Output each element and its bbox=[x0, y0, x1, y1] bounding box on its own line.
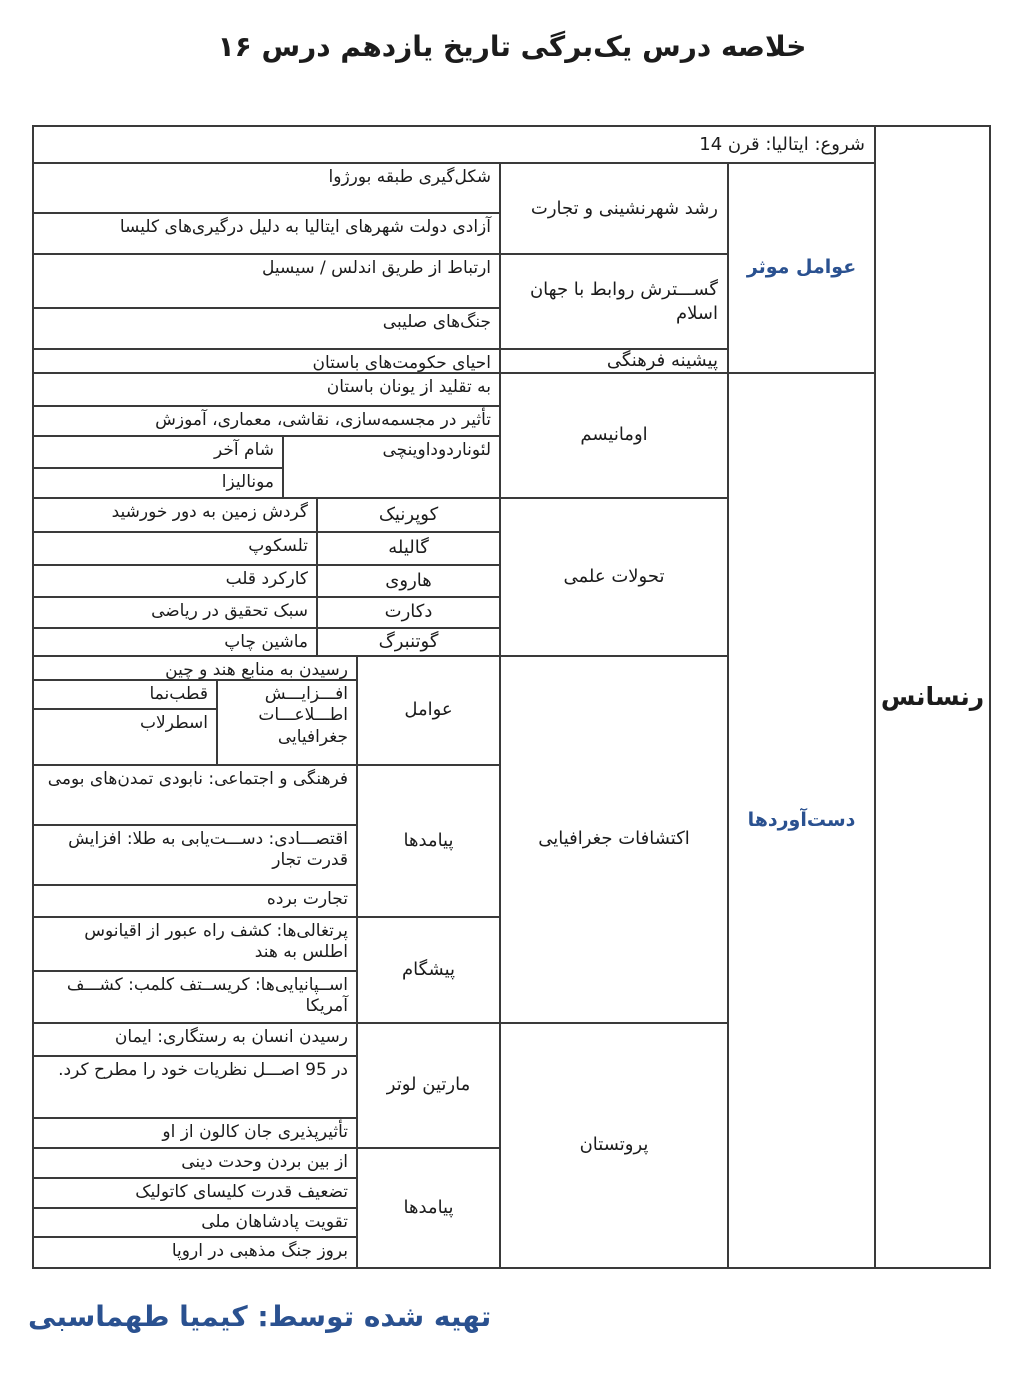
item-last-supper: شام آخر bbox=[33, 436, 283, 468]
item-imitation-ancient-greece: به تقلید از یونان باستان bbox=[33, 373, 500, 406]
item-john-calvin-influence: تأثیرپذیری جان کالون از او bbox=[33, 1118, 357, 1148]
category-achievements: دست‌آوردها bbox=[728, 373, 875, 1268]
subcategory-urbanization-trade: رشد شهرنشینی و تجارت bbox=[500, 163, 728, 254]
item-earth-rotation-around-sun: گردش زمین به دور خورشید bbox=[33, 498, 317, 532]
item-compass: قطب‌نما bbox=[33, 680, 217, 709]
item-math-research-method: سبک تحقیق در ریاضی bbox=[33, 597, 317, 628]
item-andalusia-sicily-connection: ارتباط از طریق اندلس / سیسیل bbox=[33, 254, 500, 308]
item-italian-city-states-freedom: آزادی دولت شهرهای ایتالیا به دلیل درگیری‌های کلیسا bbox=[33, 213, 500, 254]
page-title: خلاصه درس یک‌برگی تاریخ یازدهم درس ۱۶ bbox=[217, 30, 807, 63]
item-95-theses: در 95 اصـــل نظریات خود را مطرح کرد. bbox=[33, 1056, 357, 1118]
item-heart-function: کارکرد قلب bbox=[33, 565, 317, 597]
item-spanish-columbus-america: اســپانیایی‌ها: کریســتف کلمب: کشـــف آمریکا bbox=[33, 971, 357, 1023]
subcategory-islamic-world-relations: گســـترش روابط با جهان اسلام bbox=[500, 254, 728, 349]
item-salvation-by-faith: رسیدن انسان به رستگاری: ایمان bbox=[33, 1023, 357, 1056]
subcategory-geographical-discoveries: اکتشافات جغرافیایی bbox=[500, 656, 728, 1023]
item-printing-machine: ماشین چاپ bbox=[33, 628, 317, 656]
summary-table bbox=[32, 125, 991, 1269]
label-factors: عوامل bbox=[357, 656, 500, 765]
footer-credit: تهیه شده توسط: کیمیا طهماسبی bbox=[28, 1300, 492, 1333]
label-geographic-knowledge-increase: افـــزایـــش اطـــلاعـــات جغرافیایی bbox=[217, 680, 357, 765]
item-national-kings-strengthening: تقویت پادشاهان ملی bbox=[33, 1208, 357, 1237]
label-descartes: دکارت bbox=[317, 597, 500, 628]
item-cultural-social-consequence: فرهنگی و اجتماعی: نابودی تمدن‌های بومی bbox=[33, 765, 357, 825]
label-pioneers: پیشگام bbox=[357, 917, 500, 1023]
item-bourgeois-class-formation: شکل‌گیری طبقه بورژوا bbox=[33, 163, 500, 213]
item-mona-lisa: مونالیزا bbox=[33, 468, 283, 498]
item-astrolabe: اسطرلاب bbox=[33, 709, 217, 765]
label-consequences-protestant: پیامدها bbox=[357, 1148, 500, 1268]
renaissance-main-cell: رنسانس bbox=[875, 126, 990, 1268]
label-consequences-discoveries: پیامدها bbox=[357, 765, 500, 917]
label-copernicus: کوپرنیک bbox=[317, 498, 500, 532]
item-slave-trade: تجارت برده bbox=[33, 885, 357, 917]
subcategory-protestant: پروتستان bbox=[500, 1023, 728, 1268]
label-galileo: گالیله bbox=[317, 532, 500, 565]
subcategory-scientific-developments: تحولات علمی bbox=[500, 498, 728, 656]
item-religious-war-europe: بروز جنگ مذهبی در اروپا bbox=[33, 1237, 357, 1268]
item-religious-unity-loss: از بین بردن وحدت دینی bbox=[33, 1148, 357, 1178]
item-crusades: جنگ‌های صلیبی bbox=[33, 308, 500, 349]
item-telescope: تلسکوپ bbox=[33, 532, 317, 565]
item-india-china-resources: رسیدن به منابع هند و چین bbox=[33, 656, 357, 680]
item-economic-consequence: اقتصـــادی: دســـت‌یابی به طلا: افزایش قدرت تجار bbox=[33, 825, 357, 885]
start-row-cell: شروع: ایتالیا: قرن 14 bbox=[33, 126, 875, 163]
item-catholic-church-weakening: تضعیف قدرت کلیسای کاتولیک bbox=[33, 1178, 357, 1208]
item-influence-arts-education: تأثیر در مجسمه‌سازی، نقاشی، معماری، آموزش bbox=[33, 406, 500, 436]
item-portuguese-atlantic-route: پرتغالی‌ها: کشف راه عبور از اقیانوس اطلس به هند bbox=[33, 917, 357, 971]
label-harvey: هاروی bbox=[317, 565, 500, 597]
subcategory-humanism: اومانیسم bbox=[500, 373, 728, 498]
subcategory-cultural-background: پیشینه فرهنگی bbox=[500, 349, 728, 373]
category-effective-factors: عوامل موثر bbox=[728, 163, 875, 373]
item-ancient-states-revival: احیای حکومت‌های باستان bbox=[33, 349, 500, 373]
label-leonardo-da-vinci: لئوناردوداوینچی bbox=[283, 436, 500, 498]
label-gutenberg: گوتنبرگ bbox=[317, 628, 500, 656]
label-martin-luther: مارتین لوتر bbox=[357, 1023, 500, 1148]
